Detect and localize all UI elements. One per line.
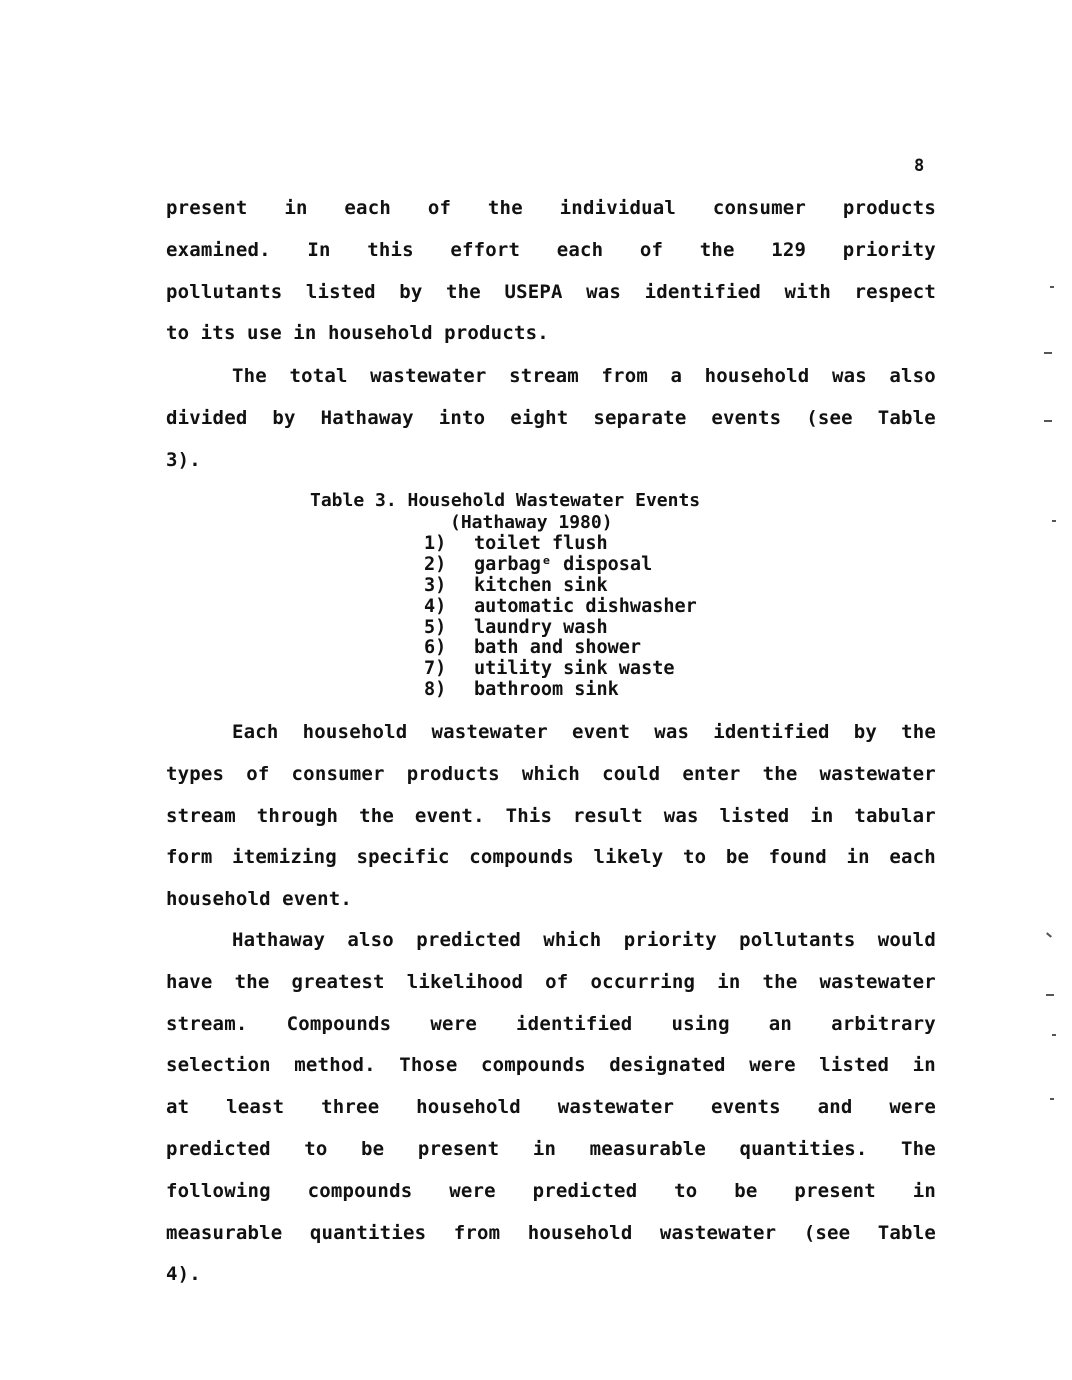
paragraph-2 [166, 356, 936, 481]
text-line [166, 1254, 936, 1296]
event-label: kitchen sink [474, 574, 608, 596]
event-label: bathroom sink [474, 679, 619, 701]
word: household [416, 1096, 521, 1119]
word: be [725, 846, 750, 869]
event-label: toilet flush [474, 533, 608, 554]
word: household [302, 721, 408, 743]
word: following [166, 1179, 271, 1202]
event-number: 8) [424, 679, 447, 701]
word: at [166, 1096, 190, 1119]
text-line [166, 754, 936, 796]
word: household [527, 1221, 633, 1244]
word: household [704, 365, 810, 387]
word: stream [166, 804, 236, 827]
event-item [424, 597, 697, 618]
scan-speck [1044, 352, 1052, 354]
event-label: laundry wash [474, 616, 608, 638]
word: the [699, 238, 735, 261]
word: pollutants [739, 929, 856, 951]
word: in [912, 1179, 936, 1202]
word: arbitrary [831, 1012, 936, 1035]
word: consumer [712, 197, 807, 219]
word: wastewater [819, 970, 936, 993]
word: have [166, 970, 213, 993]
word: Table [877, 1221, 936, 1244]
word: by [399, 280, 423, 303]
word: using [671, 1012, 730, 1035]
word: separate [593, 406, 687, 429]
word: were [889, 1096, 936, 1119]
event-number: 2) [424, 553, 447, 575]
text-line [166, 1045, 936, 1087]
scan-speck [1044, 420, 1052, 422]
word: each [556, 238, 604, 261]
event-item [424, 576, 697, 597]
word: from [601, 365, 648, 387]
text-line [166, 188, 936, 230]
event-number: 1) [424, 533, 447, 554]
page-number: 8 [914, 156, 925, 176]
event-number: 6) [424, 637, 447, 659]
word: Each [232, 721, 279, 743]
word: greatest [291, 970, 385, 993]
event-label: automatic dishwasher [474, 595, 697, 617]
text-line [166, 1171, 936, 1213]
word: pollutants [166, 280, 283, 303]
word: in [284, 197, 308, 219]
event-label: utility sink waste [474, 658, 675, 680]
word: household [166, 888, 271, 911]
word: each [889, 846, 936, 869]
word: also [889, 365, 936, 387]
word: products [406, 762, 500, 785]
event-item [424, 534, 697, 555]
text-line [166, 962, 936, 1004]
paragraph-3 [166, 712, 936, 921]
word: present [794, 1179, 876, 1202]
word: compounds [481, 1054, 586, 1077]
word: through [256, 804, 339, 827]
word: The [232, 365, 267, 387]
word: Hathaway [320, 406, 414, 429]
word: products. [444, 322, 549, 345]
word: identified [713, 721, 830, 743]
word: the [762, 970, 798, 993]
word: was [663, 804, 699, 827]
text-line [166, 1004, 936, 1046]
word: to [674, 1179, 698, 1202]
text-line [166, 356, 936, 398]
word: 4). [166, 1263, 201, 1286]
word: in [912, 1054, 936, 1077]
word: in [810, 804, 834, 827]
word: of [639, 238, 664, 261]
table-title: Table 3. Household Wastewater Events [310, 490, 701, 511]
word: events [710, 1096, 781, 1119]
event-list [424, 534, 697, 701]
word: to [166, 322, 190, 345]
word: respect [854, 280, 936, 303]
word: its [200, 322, 236, 345]
word: total [289, 365, 348, 387]
word: identified [516, 1012, 633, 1035]
text-line [166, 272, 936, 314]
word: In [307, 238, 331, 261]
word: wastewater [370, 365, 487, 387]
event-item [424, 680, 697, 701]
word: in [532, 1137, 557, 1160]
word: the [446, 280, 481, 303]
word: of [427, 197, 452, 219]
word: in [293, 322, 317, 345]
text-line [166, 796, 936, 838]
word: eight [510, 406, 569, 429]
word: found [768, 846, 827, 869]
word: 3). [166, 448, 201, 471]
word: were [449, 1179, 496, 1202]
event-item [424, 555, 697, 576]
word: effort [450, 238, 521, 261]
word: of [545, 970, 569, 993]
word: from [453, 1221, 501, 1244]
word: This [505, 804, 553, 827]
word: would [877, 929, 936, 951]
event-label: garbagᵉ disposal [474, 553, 653, 575]
word: consumer [291, 762, 385, 785]
word: itemizing [232, 846, 337, 869]
word: could [602, 762, 661, 785]
word: quantities. [739, 1137, 868, 1160]
word: events [711, 406, 782, 429]
word: this [367, 238, 414, 261]
word: use [246, 322, 282, 345]
word: were [749, 1054, 796, 1077]
word: by [272, 406, 296, 429]
text-line [166, 837, 936, 879]
word: to [682, 846, 707, 869]
word: occurring [590, 970, 696, 993]
event-item [424, 618, 697, 639]
text-line [166, 879, 936, 921]
word: measurable [589, 1137, 706, 1160]
event-number: 4) [424, 595, 447, 617]
scan-speck [1046, 932, 1052, 937]
word: the [359, 804, 394, 827]
word: The [901, 1137, 936, 1160]
scan-speck [1052, 520, 1056, 522]
word: Those [399, 1054, 458, 1077]
scan-speck [1050, 286, 1054, 288]
word: stream. [166, 1012, 248, 1035]
word: compounds [307, 1179, 413, 1202]
word: tabular [854, 804, 936, 827]
word: result [573, 804, 643, 827]
word: Table [877, 406, 936, 429]
word: predicted [532, 1179, 638, 1202]
word: stream [509, 365, 579, 387]
word: identified [644, 280, 761, 303]
word: a [670, 365, 683, 387]
word: which [543, 929, 602, 951]
word: be [734, 1179, 758, 1202]
word: was [831, 365, 867, 387]
word: listed [719, 804, 790, 827]
word: three [321, 1096, 380, 1119]
word: present [417, 1137, 500, 1160]
word: of [246, 762, 270, 785]
word: enter [682, 762, 741, 785]
word: present [166, 197, 248, 219]
word: types [166, 762, 225, 785]
word: into [438, 406, 486, 429]
word: by [853, 721, 877, 743]
word: wastewater [819, 762, 936, 785]
text-line [166, 1129, 936, 1171]
scan-speck [1046, 994, 1054, 996]
word: the [234, 970, 270, 993]
word: products [842, 197, 936, 219]
event-number: 5) [424, 616, 447, 638]
word: household [327, 322, 433, 345]
word: likelihood [406, 970, 524, 993]
word: were [430, 1012, 477, 1035]
text-line [166, 1213, 936, 1255]
word: divided [166, 406, 248, 429]
word: event. [414, 804, 485, 827]
word: Hathaway [232, 929, 326, 951]
text-line [166, 1087, 936, 1129]
word: also [347, 929, 394, 951]
word: an [768, 1012, 793, 1035]
word: each [344, 197, 391, 219]
text-line [166, 313, 936, 355]
word: the [487, 197, 523, 219]
table-subtitle: (Hathaway 1980) [450, 512, 613, 533]
word: individual [559, 197, 677, 219]
word: listed [305, 280, 376, 303]
text-line [166, 440, 936, 482]
event-number: 7) [424, 658, 447, 680]
word: event. [282, 888, 352, 911]
word: form [166, 846, 213, 869]
word: was [586, 280, 622, 303]
word: be [361, 1137, 385, 1160]
event-label: bath and shower [474, 637, 642, 659]
paragraph-4 [166, 920, 936, 1296]
word: predicted [416, 929, 521, 951]
word: wastewater [659, 1221, 777, 1244]
word: wastewater [557, 1096, 675, 1119]
word: quantities [309, 1221, 427, 1244]
word: event [571, 721, 631, 743]
word: 129 [771, 238, 807, 261]
word: was [654, 721, 690, 743]
word: to [304, 1137, 328, 1160]
text-line [166, 920, 936, 962]
word: predicted [166, 1137, 271, 1160]
word: priority [842, 238, 936, 261]
word: the [901, 721, 936, 743]
word: compounds [469, 846, 574, 869]
word: with [784, 280, 832, 303]
scan-speck [1052, 1034, 1056, 1036]
word: likely [593, 846, 664, 869]
word: wastewater [431, 721, 548, 743]
word: priority [623, 929, 717, 951]
word: Compounds [286, 1012, 392, 1035]
word: method. [294, 1054, 376, 1077]
word: examined. [166, 238, 271, 261]
word: designated [609, 1054, 726, 1077]
text-line [166, 712, 936, 754]
word: the [762, 762, 798, 785]
word: in [717, 970, 741, 993]
event-item [424, 659, 697, 680]
paragraph-1 [166, 188, 936, 355]
event-item [424, 638, 697, 659]
text-line [166, 398, 936, 440]
word: least [226, 1096, 285, 1119]
event-number: 3) [424, 574, 447, 596]
word: selection [166, 1054, 271, 1077]
word: (see [806, 406, 853, 429]
word: and [817, 1096, 853, 1119]
word: listed [819, 1054, 890, 1077]
word: USEPA [504, 280, 563, 303]
word: which [521, 762, 581, 785]
word: (see [803, 1221, 851, 1244]
word: in [846, 846, 870, 869]
scan-speck [1050, 1098, 1054, 1100]
text-line [166, 230, 936, 272]
word: measurable [166, 1221, 283, 1244]
word: specific [356, 846, 450, 869]
